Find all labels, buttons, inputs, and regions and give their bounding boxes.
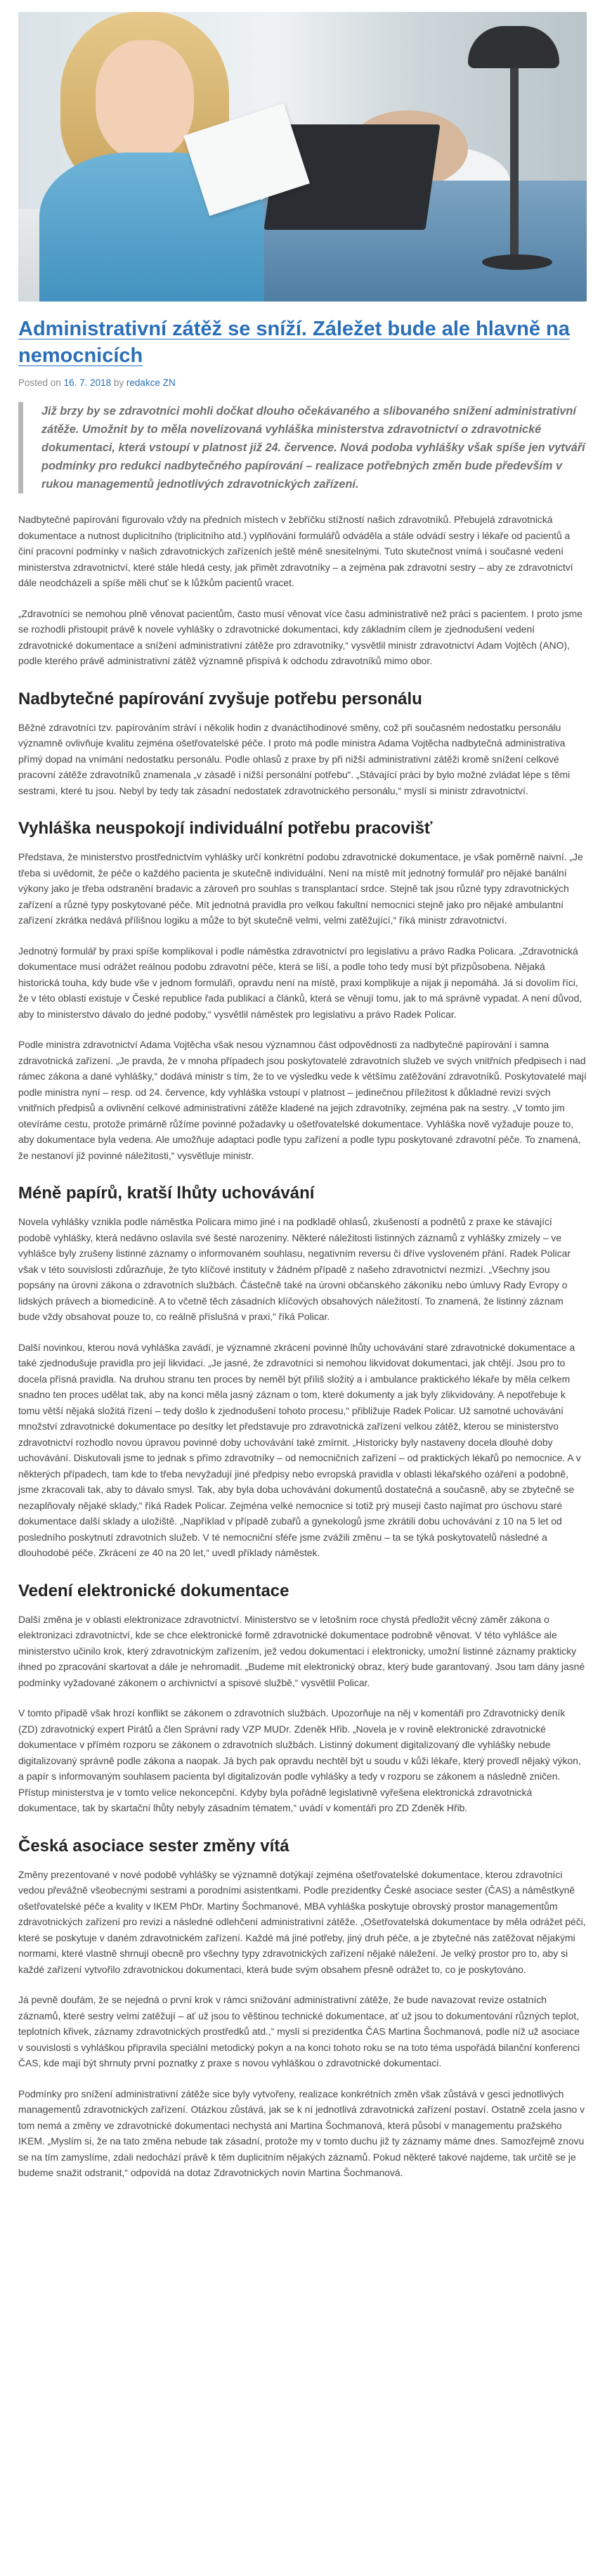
paragraph: Já pevně doufám, že se nejedná o první krok v rámci snižování administrativní zátěže, že bude navazovat revize ostatních záznamů, které sestry velmi zatěžují – ať už jsou to věštinou technické dokumentace, ať už jsou to dokumentování různých teplot, teplotních křivek, záznamy zdravotnických prostředků atd.,“ myslí si prezidentka ČAS Martina Šochmanová, podle níž už asociace v souvislosti s vyhláškou připravila speciální metodický pokyn a na konci tohoto roku se na toto téma uspořádá bilanční konferenci ČAS, kde mají být shrnuty první poznatky z praxe s novou vyhláškou o zdravotnické dokumentaci. bbox=[18, 1994, 580, 2069]
paragraph: Změny prezentované v nové podobě vyhlášky se významně dotýkají zejména ošetřovatelské dokumentace, kterou zdravotníci vedou převážně všeobecnými sestrami a porodními asistentkami. Podle prezidentky České asociace sester (ČAS) a náměstkyně ošetřovatelské péče a kvality v IKEM PhDr. Martiny Šochmanové, MBA vyhláška poskytuje obrovský prostor managementům zdravotnických zařízení pro revizi a následné odlehčení administrativní zátěže. „Ošetřovatelská dokumentace by měla odrážet péči, které se poskytuje v daném zdravotnickém zařízení. Každé má jiné potřeby, jiný druh péče, a je zbytečné nás zatěžovat nějakými normami, které vlastně shrnují obecně pro všechny typy zdravotnických zařízení nějaké náležení. Je velký prostor pro to, aby si každé zařízení vytvořilo zdravotnickou dokumentaci, která bude svým obsahem přesně odrážet to, co je poskytováno. bbox=[18, 1868, 586, 1975]
author-link[interactable]: redakce ZN bbox=[126, 377, 176, 388]
article-lead: Již brzy by se zdravotníci mohli dočkat dlouho očekávaného a slibovaného snížení administrativní zátěže. Umožnit by to měla novelizovaná vyhláška ministerstva zdravotnictví o zdravotnické dokumentaci, která vstoupí v platnost již 24. července. Nová podoba vyhlášky však spíše jen vytváří podmínky pro redukci nadbytečného papírování – realizace potřebných změn bude především v rukou managementů jednotlivých zdravotnických zařízení. bbox=[18, 402, 587, 493]
section-heading: Vyhláška neuspokojí individuální potřebu pracovišť bbox=[18, 819, 433, 838]
paragraph: Jednotný formulář by praxi spíše komplikoval i podle náměstka zdravotnictví pro legislativu a právo Radka Policara. „Zdravotnická dokumentace musí odrážet reálnou podobu zdravotní péče, která se liší, a podle toho tedy musí být přizpůsobena. Nějaká historická touha, kdy bude vše v jednom formuláři, opravdu není na místě, praxi komplikuje a nijak ji nepomáhá. Já si dovolím říci, že v této oblasti existuje v České republice řada publikací a článků, která se věnují tomu, jak to má správně vypadat. A není důvod, aby to ministerstvo dávalo do jedné podoby,“ vysvětlil náměstek pro legislativu a právo Radek Policar. bbox=[18, 945, 582, 1020]
paragraph: Podmínky pro snížení administrativní zátěže sice byly vytvořeny, realizace konkrétních změn však zůstává v gesci jednotlivých managementů zdravotnických zařízení. Otázkou zůstává, jak se k ní jednotlivá zdravotnická zařízení postaví. Ostatně zcela jasno v tom nemá a změny ve zdravotnické dokumentaci nechystá ani Martina Šochmanová, která působí v managementu pražského IKEM. „Myslím si, že na tato změna nebude tak zásadní, protože my v tomto duchu již ty záznamy máme dnes. Samozřejmě znovu se na tím zamyslíme, zdali nedochází právě k těm duplicitním nějakých záznamů. Pokud některé takové najdeme, tak určitě se je budeme snažit odstranit,“ odpovídá na dotaz Zdravotnických novin Martina Šochmanová. bbox=[18, 2088, 585, 2178]
section-heading: Česká asociace sester změny vítá bbox=[18, 1836, 289, 1856]
paragraph: Novela vyhlášky vznikla podle náměstka Policara mimo jiné i na podkladě ohlasů, zkušeností a podnětů z praxe ke stávající podobě vyhlášky, která nedávno oslavila své šesté narozeniny. Některé náležitosti listinných záznamů z vyhlášky zmizely – ve vyhlášce byly zrušeny listinné záznamy o informovaném souhlasu, negativním reversu či dříve vysloveném přání. Radek Policar však v této souvislosti zdůrazňuje, že tyto klíčové instituty v žádném případě z našeho zdravotnictví nezmizí. „Všechny jsou popsány na úrovni zákona o zdravotních službách. Částečně také na úrovni občanského zákoníku nebo úmluvy Rady Evropy o lidských právech a biomedicíně. A to včetně těch zásadních klíčových obsahových náležitostí. To znamená, že listinný záznam bude vždy obsahovat pouze to, co reálně příslušná v praxi,“ říká Policar. bbox=[18, 1216, 571, 1322]
article-title[interactable]: Administrativní zátěž se sníží. Záležet bude ale hlavně na nemocnicích bbox=[18, 318, 570, 367]
article bbox=[18, 12, 587, 2196]
section-heading: Méně papírů, kratší lhůty uchovávání bbox=[18, 1184, 315, 1203]
section-heading: Nadbytečné papírování zvyšuje potřebu personálu bbox=[18, 689, 422, 708]
paragraph: Další změna je v oblasti elektronizace zdravotnictví. Ministerstvo se v letošním roce chystá předložit věcný záměr zákona o elektronizaci zdravotnictví, kde se chce elektronické formě zdravotnické dokumentace podrobně věnovat. V této vyhlášce ale ministerstvo učinilo krok, který zdravotnickým zařízením, jež vedou dokumentaci i elektronicky, umožní listinné záznamy prakticky ihned po zpracování skartovat a dále je nehromadit. „Budeme mít elektronický obraz, který bude garantovaný. Jsou tam dány jasné podmínky vyžadované zákonem o archivnictví a spisové službě,“ vysvětlil Policar. bbox=[18, 1613, 585, 1688]
section-heading: Vedení elektronické dokumentace bbox=[18, 1581, 289, 1600]
paragraph: Další novinkou, kterou nová vyhláška zavádí, je významné zkrácení povinné lhůty uchovávání staré zdravotnické dokumentace a také zjednodušuje pravidla pro její likvidaci. „Je jasné, že zdravotníci si nemohou likvidovat dokumentaci, jak chtějí. Jsou pro to docela přísná pravidla. Na druhou stranu ten proces by neměl být příliš složitý a i ambulance praktického lékaře by měla celkem snadno ten proces udělat tak, aby na konci měla jasný záznam o tom, které dokumenty a jak byly zlikvidovány. A nepotřebuje k tomu větší nějaká složitá řízení – tedy došlo k zjednodušení tohoto procesu,“ přibližuje Radek Policar. Už samotné uchovávání množství zdravotnické dokumentace po desítky let představuje pro zdravotnická zařízení velkou zátěž, kterou se ministerstvo zdravotnictví rozhodlo novou úpravou povinné doby uchovávání také zmírnit. „Historicky byly nastaveny docela dlouhé doby uchovávání. Diskutovali jsme to jednak s přímo zdravotníky – od nemocničních zařízení – od praktických lékařů po nemocnice. A v některých případech, tam kde to třeba nevyžadují jiné předpisy nebo evropská pravidla v oblasti lékařského ozáření a podobně, jsme zkracovali tak, aby to dávalo smysl. Tak, aby byla doba uchovávání dokumentů dostatečná a současně, aby se zbytečně se nezaplňovaly nějaké sklady,“ říká Radek Policar. Zejména velké nemocnice si totiž prý musejí často najímat pro úschovu staré dokumentace další sklady a uložiště. „Například v případě zubařů a gynekologů jsme zkrátili dobu uchovávání z 10 na 5 let od posledního poskytnutí zdravotních služeb. V té nemocniční sféře jsme zvážili změnu – ta se týká poskytovatelů následné a dlouhodobé péče. Zkrácení ze 40 na 20 let,“ uvedl příklady náměstek. bbox=[18, 1341, 581, 1558]
paragraph: Nadbytečné papírování figurovalo vždy na předních místech v žebříčku stížností našich zdravotníků. Přebujelá zdravotnická dokumentace a nutnost duplicitního (triplicitního atd.) vyplňování formulářů odváděla a stále odvádí sestry i lékaře od pacientů a činí pracovní podmínky v našich zdravotnických zařízeních ještě méně snesitelnými. Tuto skutečnost vnímá i současné vedení ministerstva zdravotnictví, které stále hledá cesty, jak přimět zdravotníky – a zejména pak zdravotní sestry – aby ze zdravotnictví dále neodcházeli a spíše měli chuť se k lůžkům pacientů vracet. bbox=[18, 514, 573, 588]
hero-doctor-face bbox=[96, 40, 194, 160]
hero-lamp-base bbox=[482, 254, 552, 270]
paragraph: V tomto případě však hrozí konflikt se zákonem o zdravotních službách. Upozorňuje na něj v komentáři pro Zdravotnický deník (ZD) zdravotnický expert Pirátů a člen Správní rady VZP MUDr. Zdeněk Hřib. „Novela je v rovině elektronické zdravotnické dokumentace v přímém rozporu se zákonem o zdravotních službách. Listinný dokument digitalizovaný dle vyhlášky nebude digitalizovaný správně podle zákona a naopak. Já bych pak opravdu nechtěl být u soudu v kůži lékaře, který provedl nějaký výkon, a papír s informovaným souhlasem pacienta byl digitalizován podle vyhlášky a tedy v rozporu se zákonem a následně zničen. Přístup ministerstva je v tomto velice nekoncepční. Kdyby byla pořádně legislativně vyřešena elektronická zdravotnická dokumentace, tak by skartační lhůty nebyly zásadním tématem,“ uvádí v komentáři pro ZD Zdeněk Hřib. bbox=[18, 1707, 581, 1813]
article-meta bbox=[18, 377, 587, 388]
by-prefix: by bbox=[113, 377, 124, 388]
paragraph: „Zdravotníci se nemohou plně věnovat pacientům, často musí věnovat více času administrativě než práci s pacientem. I proto jsme se rozhodli přistoupit právě k novele vyhlášky o zdravotnické dokumentaci, kdy základním cílem je zjednodušení vedení zdravotnické dokumentace a snížení administrativní zátěže pro zdravotníky,“ vysvětlil ministr zdravotnictví Adam Vojtěch (ANO), podle kterého právě administrativní zátěž významně přispívá k odchodu zdravotníků mimo obor. bbox=[18, 607, 582, 666]
post-date-link[interactable]: 16. 7. 2018 bbox=[63, 377, 112, 388]
hero-photo bbox=[18, 12, 587, 302]
paragraph: Podle ministra zdravotnictví Adama Vojtěcha však nesou významnou část odpovědnosti za nadbytečné papírování i samna zdravotnická zařízení. „Je pravda, že v mnoha případech jsou poskytovatelé zdravotních služeb ve svých vnitřních předpisech i nad rámec zákona a dané vyhlášky,“ dodává ministr s tím, že to ve výsledku vede k většímu zatěžování zdravotníků. Poskytovatelé mají podle ministra nyní – resp. od 24. července, kdy vyhláška vstoupí v platnost – jedinečnou příležitost k důkladné revizi svých vnitřních předpisů a ovlivnění celkové administrativní zátěže kladené na jejich zdravotníky, zejména pak na sestry. „V tomto jim otevíráme cestu, protože primárně růžíme povinné požadavky u ošetřovatelské dokumentace. Vyhláška nově vyžaduje pouze to, aby dokumentace byla vedena. Ale umožňuje adaptaci podle typu zařízení a podle typu poskytované zdravotní péče. To znamená, že nestanoví již povinné náležitosti,“ vysvětluje ministr. bbox=[18, 1039, 587, 1161]
paragraph: Představa, že ministerstvo prostřednictvím vyhlášky určí konkrétní podobu zdravotnické dokumentace, je však poměrně naivní. „Je třeba si uvědomit, že péče o každého pacienta je skutečně individuální. Není na místě mít jednotný formulář pro nějaké banální výkony jako je třeba odstranění bradavic a zároveň pro souhlas s transplantací srdce. Stejně tak jsou různé typy zdravotnických zařízení a různé typy poskytované péče. Mít jednotná pravidla pro velkou fakultní nemocnici stejně jako pro nějaké ambulantní zařízení zkrátka nedává přílišnou logiku a může to být skutečně velmi, velmi zatěžující,“ říká ministr zdravotnictví. bbox=[18, 851, 583, 926]
posted-prefix: Posted on bbox=[18, 377, 61, 388]
paragraph: Běžné zdravotníci tzv. papírováním stráví i několik hodin z dvanáctihodinové směny, což při současném nedostatku personálu významně ovlivňuje kvalitu zejména ošetřovatelské péče. I proto má podle ministra Adama Vojtěcha nadbytečná administrativa přímý dopad na vnímání nedostatku personálu. Podle ohlasů z praxe by při nižší administrativní zátěži kromě snížení celkové pracovní zátěže zdravotníků znamenala „v zásadě i nižší personální potřebu“. „Stávající práci by bylo možné zvládat lépe s těmi sestrami, které tu jsou. Nebyl by tedy tak zásadní nedostatek zdravotnického personálu,“ myslí si ministr zdravotnictví. bbox=[18, 721, 571, 796]
hero-lamp-arm bbox=[510, 54, 519, 258]
